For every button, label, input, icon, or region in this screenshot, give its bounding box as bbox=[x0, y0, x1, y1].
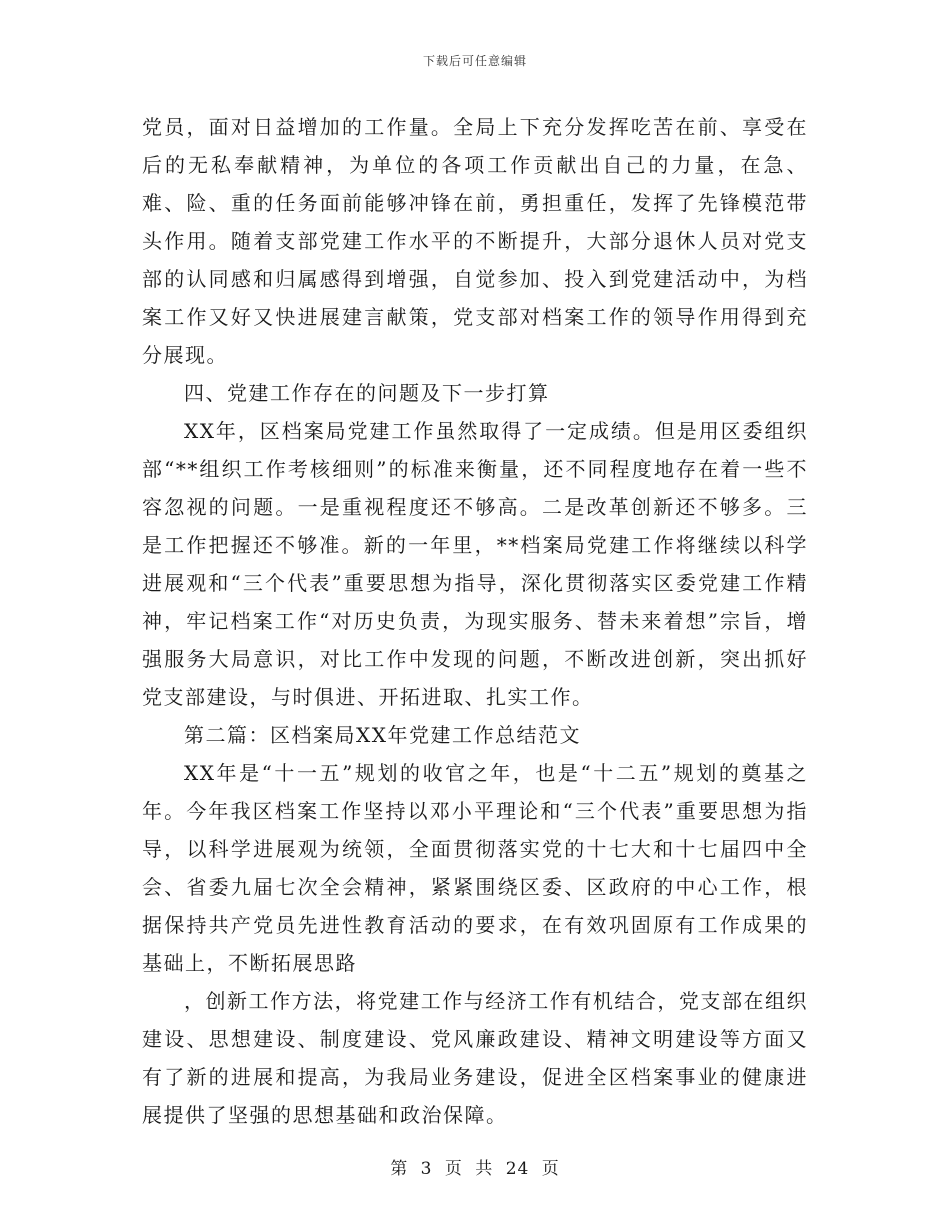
article-title: 第二篇：区档案局XX年党建工作总结范文 bbox=[184, 723, 581, 747]
paragraph-problems: XX年，区档案局党建工作虽然取得了一定成绩。但是用区委组织部“**组织工作考核细则”的标准来衡量，还不同程度地存在着一些不容忽视的问题。一是重视程度还不够高。二是改革创新还不够多。三是工作把握还不够准。新的一年里，**档案局党建工作将继续以科学进展观和“三个代表”重要思想为指导，深化贯彻落实区委党建工作精神，牢记档案工作“对历史负责，为现实服务、替未来着想”宗旨，增强服务大局意识，对比工作中发现的问题，不断改进创新，突出抓好党支部建设，与时俱进、开拓进取、扎实工作。 bbox=[142, 419, 808, 709]
paragraph-continuation: 党员，面对日益增加的工作量。全局上下充分发挥吃苦在前、享受在后的无私奉献精神，为单位的各项工作贡献出自己的力量，在急、难、险、重的任务面前能够冲锋在前，勇担重任，发挥了先锋模范带头作用。随着支部党建工作水平的不断提升，大部分退休人员对党支部的认同感和归属感得到增强，自觉参加、投入到党建活动中，为档案工作又好又快进展建言献策，党支部对档案工作的领导作用得到充分展现。 bbox=[142, 115, 808, 367]
page-header: 下载后可任意编辑 bbox=[422, 54, 527, 68]
page-footer: 第 3 页 共 24 页 bbox=[390, 1159, 560, 1179]
section-heading: 四、党建工作存在的问题及下一步打算 bbox=[184, 381, 550, 405]
paragraph-intro: XX年是“十一五”规划的收官之年，也是“十二五”规划的奠基之年。今年我区档案工作坚持以邓小平理论和“三个代表”重要思想为指导，以科学进展观为统领，全面贯彻落实党的十七大和十七届四中全会、省委九届七次全会精神，紧紧围绕区委、区政府的中心工作，根据保持共产党员先进性教育活动的要求，在有效巩固原有工作成果的基础上，不断拓展思路 bbox=[142, 761, 808, 975]
document-body bbox=[142, 108, 808, 1134]
paragraph-methods: ，创新工作方法，将党建工作与经济工作有机结合，党支部在组织建设、思想建设、制度建设、党风廉政建设、精神文明建设等方面又有了新的进展和提高，为我局业务建设，促进全区档案事业的健康进展提供了坚强的思想基础和政治保障。 bbox=[142, 989, 808, 1127]
